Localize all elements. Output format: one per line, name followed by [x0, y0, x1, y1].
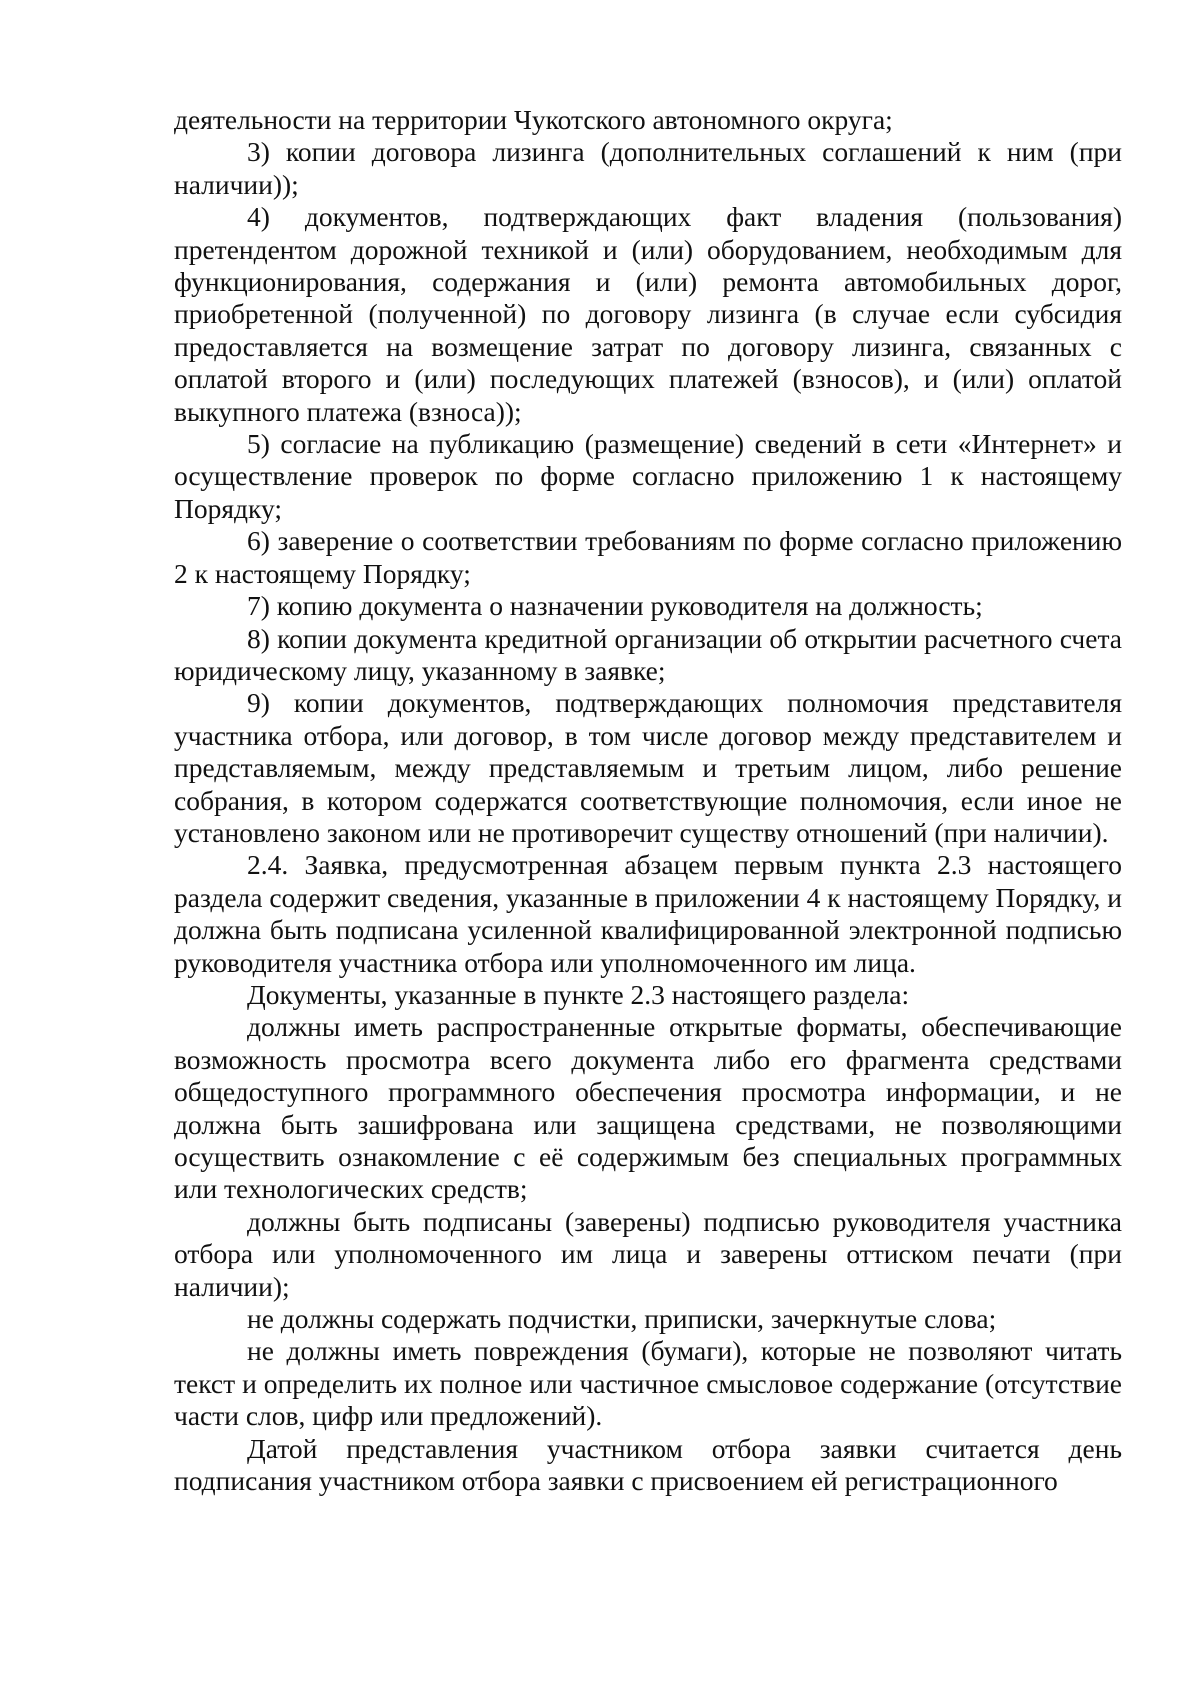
paragraph-item-4-ownership-documents: 4) документов, подтверждающих факт владения (пользования) претендентом дорожной техникой и (или) оборудованием, необходимым для функционирования, содержания и (или) ремонта автомобильных дорог, приобретенной (полученной) по договору лизинга (в случае если субсидия предоставляется на возмещение затрат по договору лизинга, связанных с оплатой второго и (или) последующих платежей (взносов), и (или) оплатой выкупного платежа (взноса));	[174, 201, 1122, 427]
paragraph-item-5-publication-consent: 5) согласие на публикацию (размещение) сведений в сети «Интернет» и осуществление проверок по форме согласно приложению 1 к настоящему Порядку;	[174, 428, 1122, 524]
paragraph-signed-by-head: должны быть подписаны (заверены) подписью руководителя участника отбора или уполномоченного им лица и заверены оттиском печати (при наличии);	[174, 1205, 1122, 1302]
paragraph-territory: деятельности на территории Чукотского автономного округа;	[174, 104, 893, 135]
paragraph-no-damage: не должны иметь повреждения (бумаги), которые не позволяют читать текст и определить их полное или частичное смысловое содержание (отсутствие части слов, цифр или предложений).	[174, 1335, 1122, 1432]
paragraph-open-formats: должны иметь распространенные открытые форматы, обеспечивающие возможность просмотра всего документа либо его фрагмента средствами общедоступного программного обеспечения просмотра информации, и не должна быть зашифрована или защищена средствами, не позволяющими осуществить ознакомление с её содержимым без специальных программных или технологических средств;	[174, 1011, 1122, 1205]
paragraph-item-9-representative-authority: 9) копии документов, подтверждающих полномочия представителя участника отбора, или договор, в том числе договор между представителем и представляемым, между представляемым и третьим лицом, либо решение собрания, в котором содержатся соответствующие полномочия, если иное не установлено законом или не противоречит существу отношений (при наличии).	[174, 687, 1122, 848]
paragraph-submission-date: Датой представления участником отбора заявки считается день подписания участником отбора заявки с присвоением ей регистрационного	[174, 1432, 1122, 1497]
paragraph-item-3-leasing-contract: 3) копии договора лизинга (дополнительных соглашений к ним (при наличии));	[174, 136, 1122, 200]
paragraph-no-erasures: не должны содержать подчистки, приписки, зачеркнутые слова;	[247, 1303, 997, 1335]
document-page	[174, 104, 1122, 1497]
paragraph-documents-intro: Документы, указанные в пункте 2.3 настоящего раздела:	[247, 978, 910, 1010]
paragraph-item-8-bank-account-document: 8) копии документа кредитной организации об открытии расчетного счета юридическому лицу, указанному в заявке;	[174, 622, 1122, 686]
paragraph-item-7-appointment-document: 7) копию документа о назначении руководителя на должность;	[247, 590, 983, 622]
paragraph-item-6-compliance-assurance: 6) заверение о соответствии требованиям по форме согласно приложению 2 к настоящему Порядку;	[174, 525, 1122, 589]
paragraph-section-2-4: 2.4. Заявка, предусмотренная абзацем первым пункта 2.3 настоящего раздела содержит сведения, указанные в приложении 4 к настоящему Порядку, и должна быть подписана усиленной квалифицированной электронной подписью руководителя участника отбора или уполномоченного им лица.	[174, 849, 1122, 978]
